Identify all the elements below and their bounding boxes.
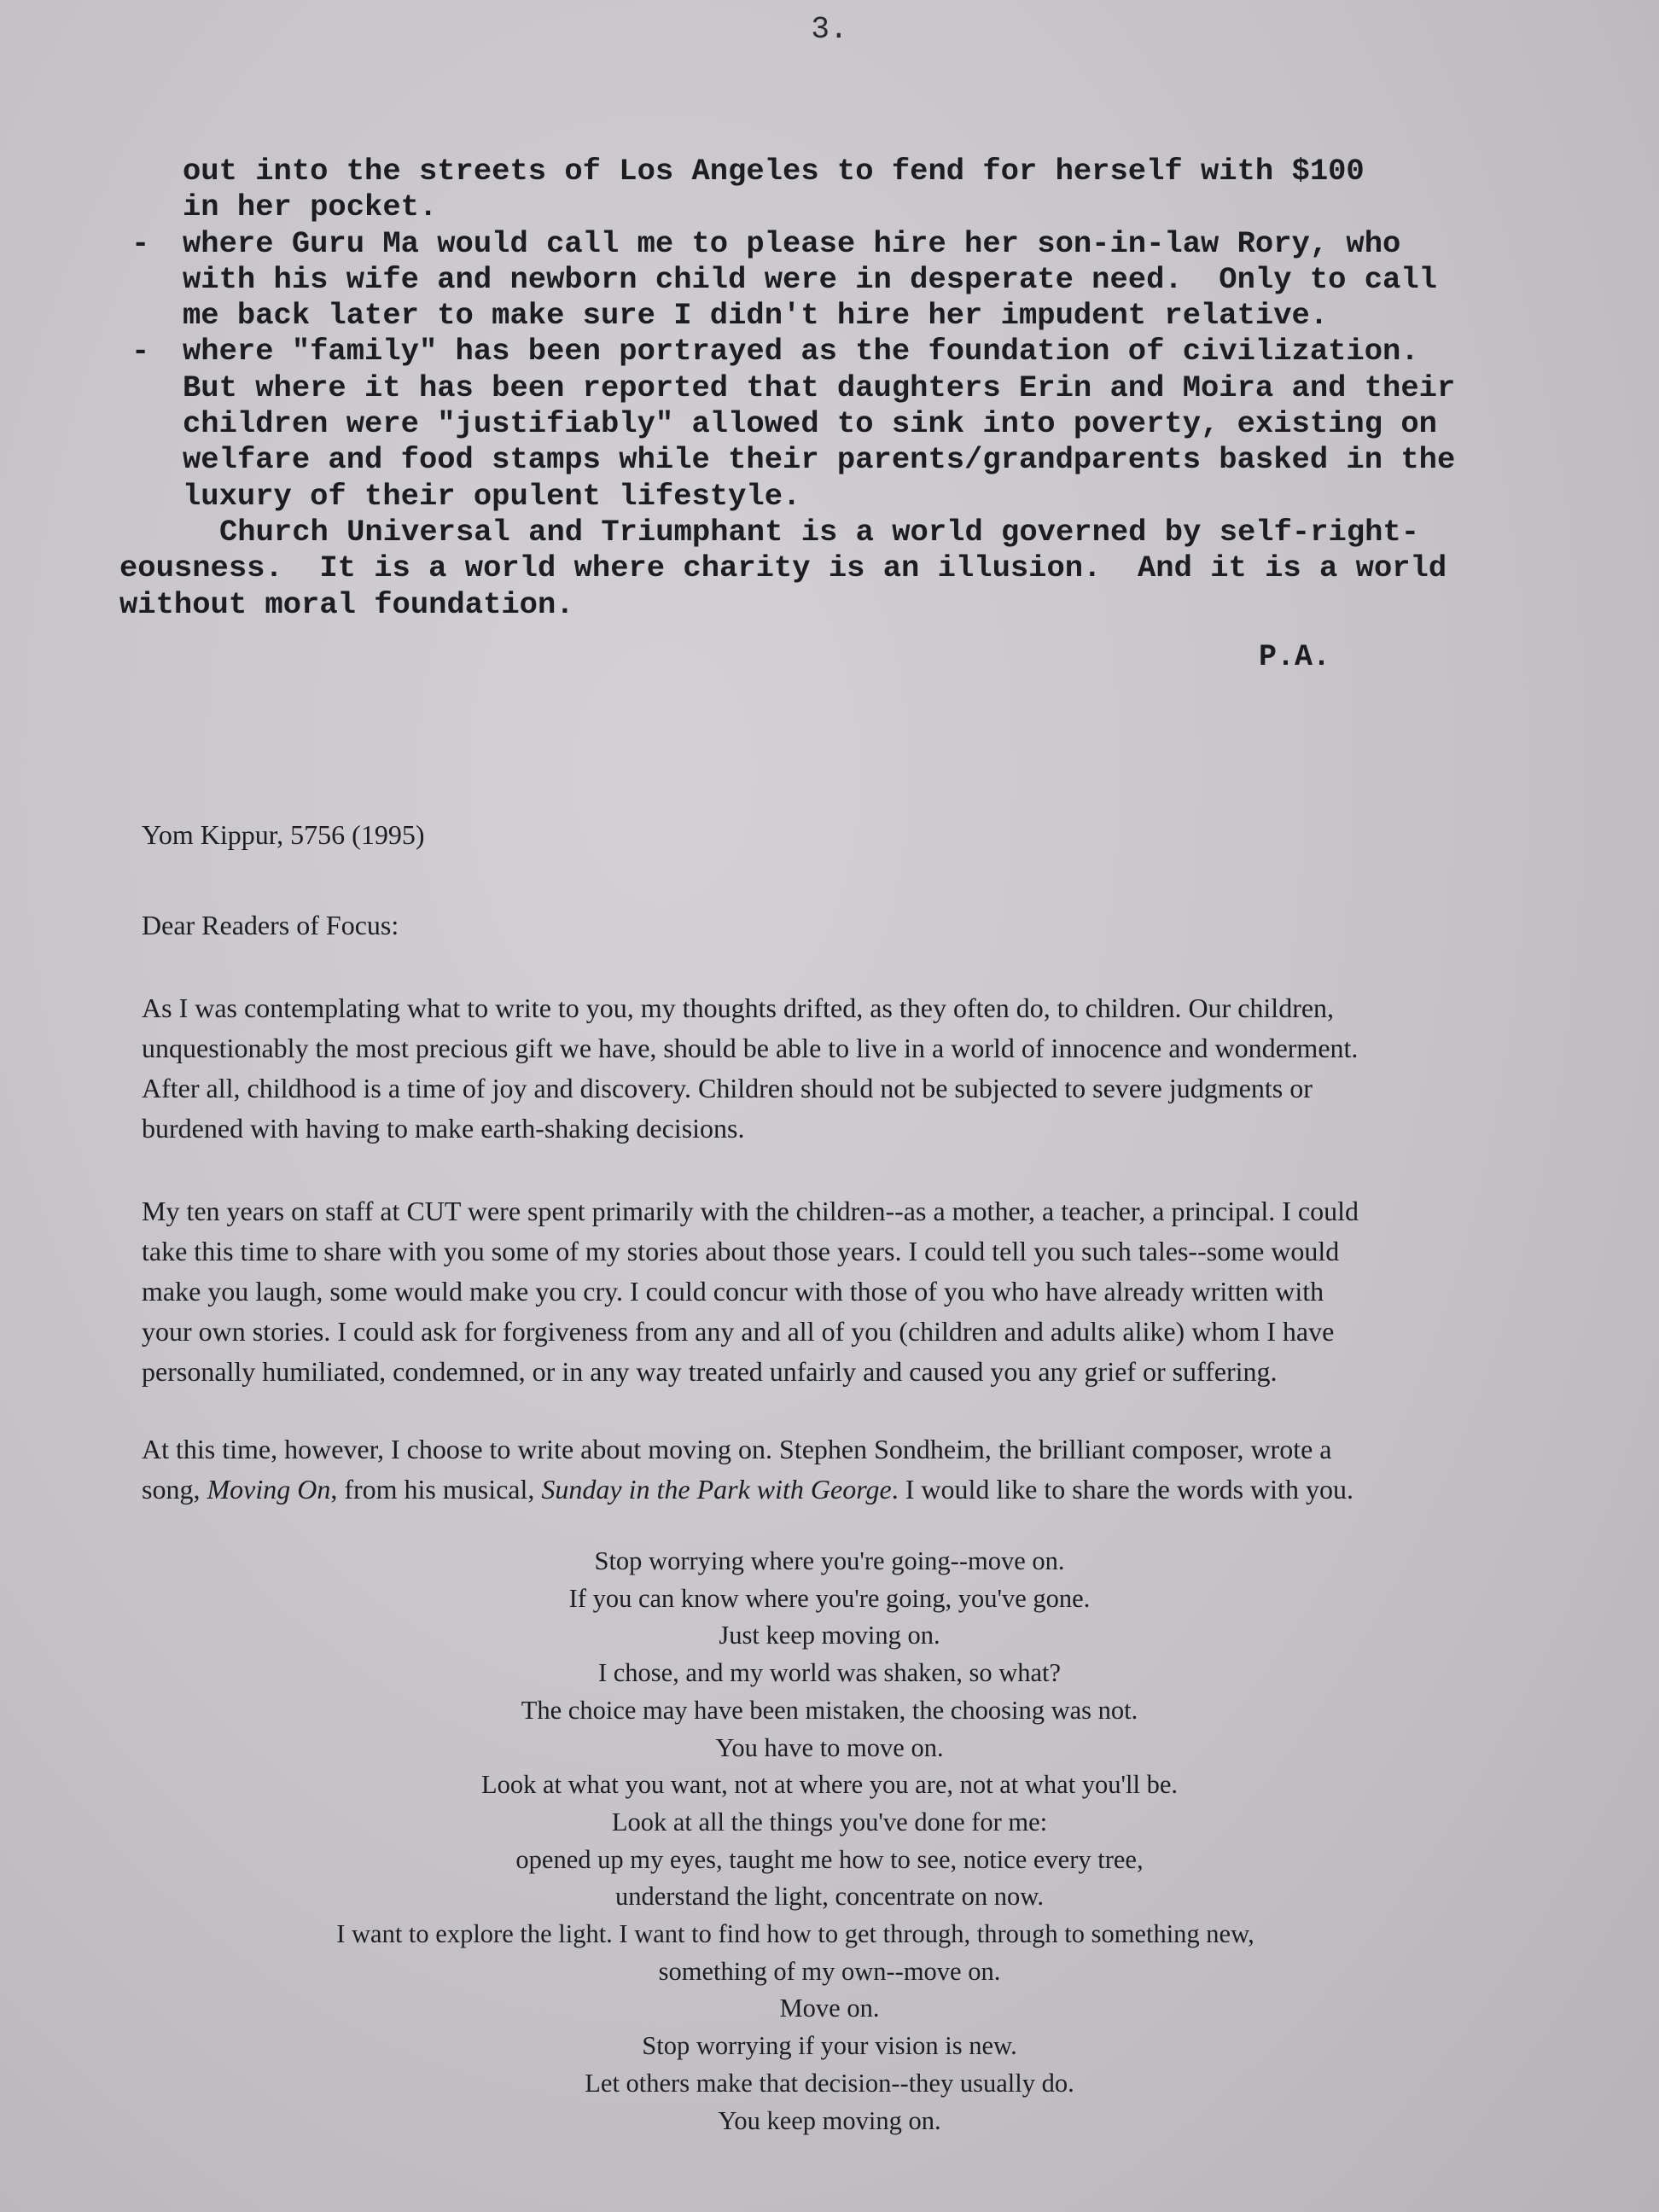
paragraph-line <box>142 1470 1575 1510</box>
text-run: , from his musical, <box>330 1474 542 1505</box>
lyric-line: Move on. <box>779 1994 880 2023</box>
typed-line: eousness. It is a world where charity is an illusion. And it is a world <box>119 550 1447 586</box>
typed-line: without moral foundation. <box>119 586 574 622</box>
typed-line-text: where "family" has been portrayed as the foundation of civilization. <box>183 334 1419 370</box>
paragraph-line: unquestionably the most precious gift we have, should be able to live in a world of innocence and wonderment. <box>142 1033 1359 1063</box>
text-run: . I would like to share the words with you. <box>891 1474 1353 1505</box>
typed-line: me back later to make sure I didn't hire her impudent relative. <box>183 298 1329 334</box>
lyric-line: Stop worrying where you're going--move on. <box>594 1546 1065 1575</box>
page-number: 3. <box>811 12 848 47</box>
typed-line: But where it has been reported that daughters Erin and Moira and their <box>183 370 1456 405</box>
typed-line-text: where Guru Ma would call me to please hire her son-in-law Rory, who <box>183 225 1401 261</box>
musical-title: Sunday in the Park with George <box>541 1474 892 1505</box>
bullet-dash: - <box>131 334 150 370</box>
typed-line: in her pocket. <box>183 189 438 225</box>
paragraph-line: make you laugh, some would make you cry. I could concur with those of you who have already written with <box>142 1276 1324 1307</box>
bullet-dash: - <box>131 225 150 261</box>
lyric-line: Look at what you want, not at where you are, not at what you'll be. <box>480 1770 1179 1800</box>
lyric-line: You keep moving on. <box>718 2105 941 2135</box>
text-run: song, <box>142 1474 207 1505</box>
paragraph-line: your own stories. I could ask for forgiveness from any and all of you (children and adults alike) whom I have <box>142 1316 1335 1347</box>
signature-initials: P.A. <box>1259 640 1331 674</box>
letter-salutation: Dear Readers of Focus: <box>142 910 399 940</box>
lyric-line: I want to explore the light. I want to find how to get through, through to something new, <box>336 1919 1254 1949</box>
typed-line: children were "justifiably" allowed to sink into poverty, existing on <box>183 406 1437 442</box>
letter-paragraph <box>142 1191 1575 1392</box>
typed-bullet-line <box>131 225 1548 262</box>
song-title: Moving On <box>207 1474 331 1505</box>
paragraph-line: personally humiliated, condemned, or in any way treated unfairly and caused you any grief or suffering. <box>142 1356 1278 1387</box>
typed-bullet-line <box>131 334 1548 370</box>
paragraph-line: After all, childhood is a time of joy and discovery. Children should not be subjected to severe judgments or <box>142 1073 1313 1103</box>
lyric-line: You have to move on. <box>715 1732 944 1762</box>
letter-dateline: Yom Kippur, 5756 (1995) <box>142 819 425 850</box>
lyric-line: understand the light, concentrate on now. <box>615 1882 1044 1912</box>
paragraph-line: take this time to share with you some of my stories about those years. I could tell you such tales--some would <box>142 1236 1340 1266</box>
lyric-line: I chose, and my world was shaken, so what? <box>597 1658 1062 1688</box>
lyric-line: If you can know where you're going, you've gone. <box>568 1583 1091 1613</box>
lyric-line: The choice may have been mistaken, the choosing was not. <box>521 1695 1138 1725</box>
lyric-line: Let others make that decision--they usually do. <box>585 2068 1074 2098</box>
typed-line: welfare and food stamps while their parents/grandparents basked in the <box>183 442 1456 478</box>
paragraph-line: As I was contemplating what to write to you, my thoughts drifted, as they often do, to children. Our children, <box>142 992 1335 1023</box>
typed-line: luxury of their opulent lifestyle. <box>183 478 801 514</box>
lyric-line: Just keep moving on. <box>719 1621 940 1650</box>
paragraph-line: burdened with having to make earth-shaking decisions. <box>142 1113 745 1144</box>
typed-line: Church Universal and Triumphant is a world governed by self-right- <box>219 514 1420 550</box>
song-lyrics <box>0 1543 1659 2139</box>
letter-paragraph <box>142 1429 1575 1510</box>
paragraph-line: At this time, however, I choose to write about moving on. Stephen Sondheim, the brilliant composer, wrote a <box>142 1434 1332 1464</box>
typed-section <box>119 154 1548 623</box>
typed-line: with his wife and newborn child were in desperate need. Only to call <box>183 261 1437 297</box>
lyric-line: Look at all the things you've done for me: <box>611 1807 1048 1837</box>
paragraph-line: My ten years on staff at CUT were spent primarily with the children--as a mother, a teacher, a principal. I could <box>142 1196 1359 1226</box>
letter-paragraph <box>142 988 1575 1149</box>
lyric-line: something of my own--move on. <box>658 1956 1001 1986</box>
typed-line: out into the streets of Los Angeles to fend for herself with $100 <box>183 154 1365 189</box>
lyric-line: Stop worrying if your vision is new. <box>642 2031 1017 2061</box>
lyric-line: opened up my eyes, taught me how to see, notice every tree, <box>515 1844 1144 1874</box>
